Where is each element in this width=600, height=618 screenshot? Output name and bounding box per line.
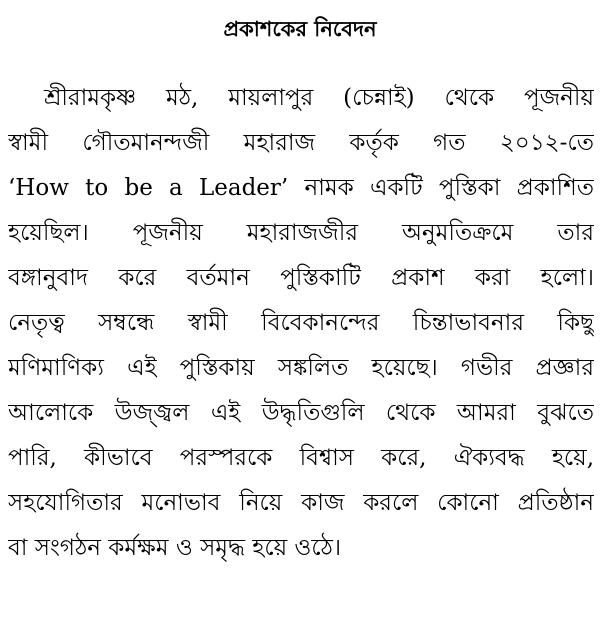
paragraph-line: বঙ্গানুবাদ করে বর্তমান পুস্তিকাটি প্রকাশ করা হলো। [8,265,594,291]
paragraph-line: মণিমাণিক্য এই পুস্তিকায় সঙ্কলিত হয়েছে। গভীর প্রজ্ঞার [8,355,594,381]
paragraph-line: পারি, কীভাবে পরস্পরকে বিশ্বাস করে, ঐক্যবদ্ধ হয়ে, [8,445,594,471]
paragraph-line: সহযোগিতার মনোভাব নিয়ে কাজ করলে কোনো প্রতিষ্ঠান [8,490,594,516]
paragraph-line: শ্রীরামকৃষ্ণ মঠ, মায়লাপুর (চেন্নাই) থেকে পূজনীয় [44,85,594,111]
paragraph-line: বা সংগঠন কর্মক্ষম ও সমৃদ্ধ হয়ে ওঠে। [8,535,342,561]
paragraph-line: নেতৃত্ব সম্বন্ধে স্বামী বিবেকানন্দের চিন্তাভাবনার কিছু [8,310,594,336]
paragraph-line: স্বামী গৌতমানন্দজী মহারাজ কর্তৃক গত ২০১২-তে [8,130,594,156]
paragraph-line: ‘How to be a Leader’ নামক একটি পুস্তিকা প্রকাশিত [8,175,594,201]
body-paragraph [8,76,594,571]
page-title: প্রকাশকের নিবেদন [223,16,377,41]
paragraph-line: আলোকে উজ্জ্বল এই উদ্ধৃতিগুলি থেকে আমরা বুঝতে [8,400,594,426]
paragraph-line: হয়েছিল। পূজনীয় মহারাজজীর অনুমতিক্রমে তার [8,220,594,246]
